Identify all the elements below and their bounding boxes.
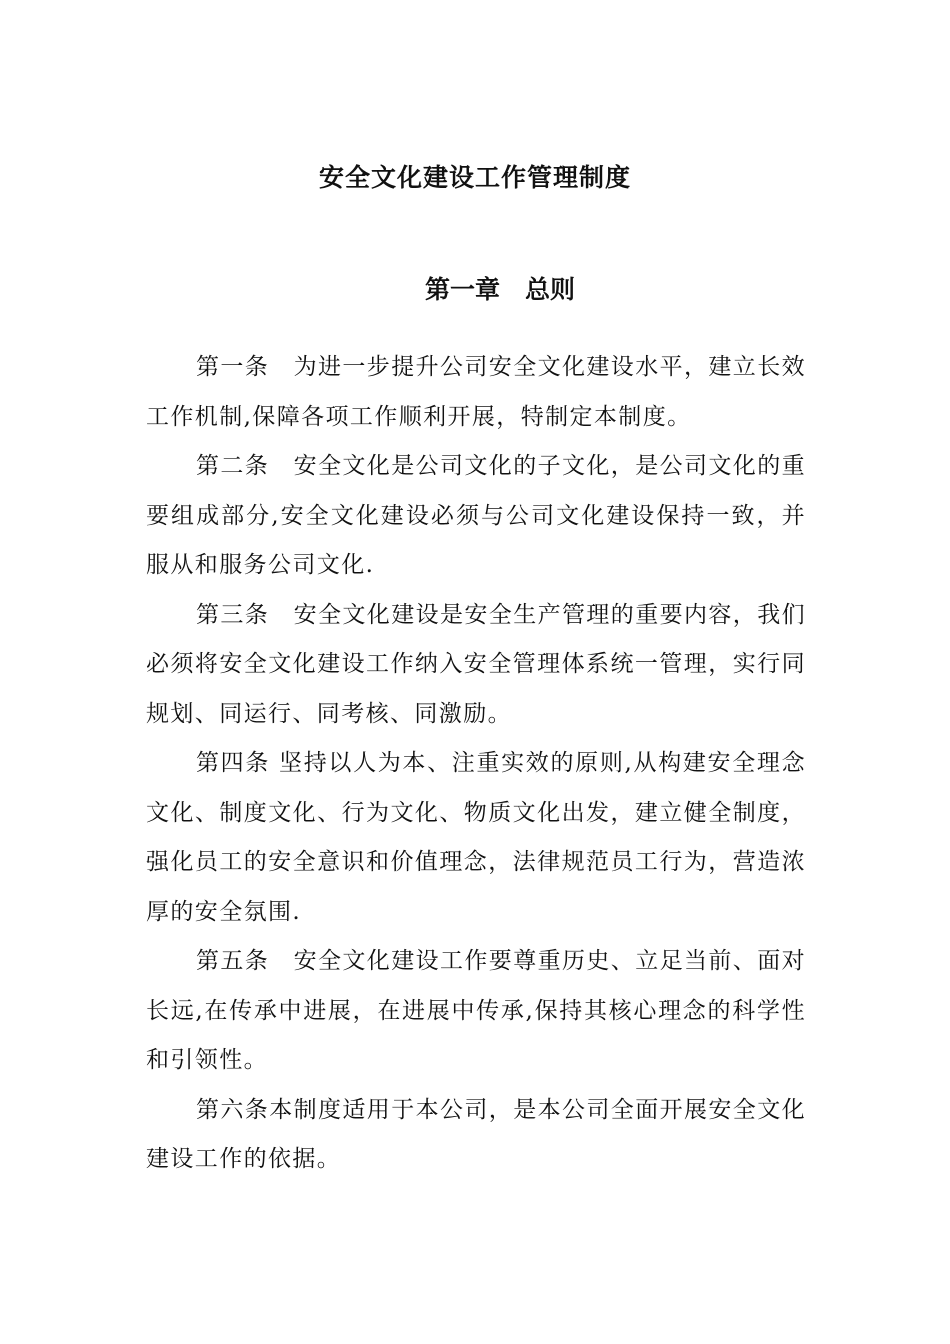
article-2 xyxy=(146,442,806,591)
article-3 xyxy=(146,591,806,740)
document-body xyxy=(146,343,806,1185)
article-text: 本制度适用于本公司，是本公司全面开展安全文化建设工作的依据。 xyxy=(146,1096,807,1172)
chapter-title: 第一章 总则 xyxy=(424,275,575,304)
article-number: 第五条 xyxy=(196,948,294,974)
article-number: 第三条 xyxy=(196,601,294,628)
article-text: 为进一步提升公司安全文化建设水平，建立长效工作机制,保障各项工作顺利开展，特制定本制度。 xyxy=(146,354,807,430)
article-text: 安全文化建设是安全生产管理的重要内容，我们必须将安全文化建设工作纳入安全管理体系统一管理，实行同规划、同运行、同考核、同激励。 xyxy=(146,601,807,727)
article-5 xyxy=(146,937,806,1086)
article-6 xyxy=(146,1086,806,1185)
article-number: 第四条 xyxy=(196,750,280,776)
article-text: 安全文化建设工作要尊重历史、立足当前、面对长远,在传承中进展，在进展中传承,保持其核心理念的科学性和引领性。 xyxy=(146,948,807,1073)
article-text: 坚持以人为本、注重实效的原则,从构建安全理念文化、制度文化、行为文化、物质文化出发，建立健全制度，强化员工的安全意识和价值理念，法律规范员工行为，营造浓厚的安全氛围. xyxy=(146,750,806,925)
article-1 xyxy=(146,343,806,442)
document-title: 安全文化建设工作管理制度 xyxy=(318,163,631,192)
article-number: 第二条 xyxy=(196,453,294,479)
article-number: 第六条 xyxy=(196,1096,270,1123)
article-number: 第一条 xyxy=(196,354,294,380)
article-text: 安全文化是公司文化的子文化，是公司文化的重要组成部分,安全文化建设必须与公司文化建设保持一致，并服从和服务公司文化. xyxy=(146,453,807,578)
article-4 xyxy=(146,739,806,937)
